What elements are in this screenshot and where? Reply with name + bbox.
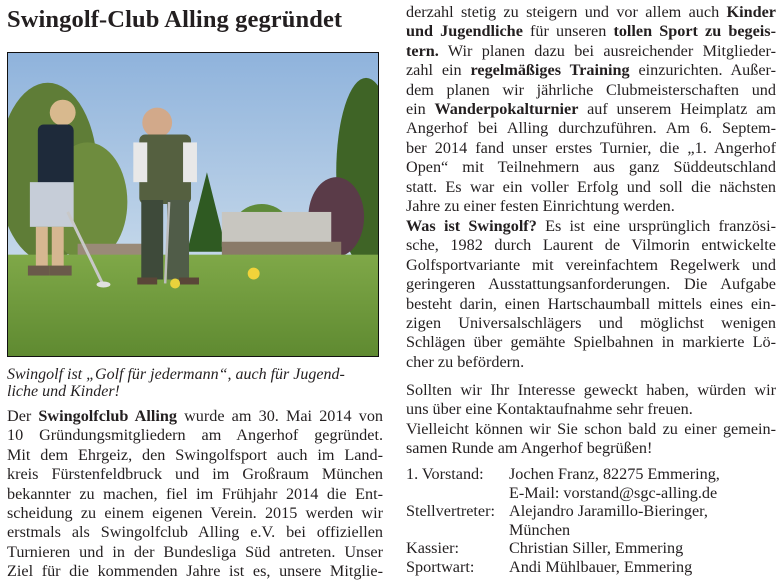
text-line (406, 119, 776, 138)
bold-text: Swingolfclub Alling (38, 407, 177, 425)
article-photo (7, 52, 379, 357)
text-line (406, 61, 776, 80)
text-line (406, 197, 776, 216)
continuation-paragraph (406, 3, 776, 216)
text-line (7, 562, 383, 581)
text-line (406, 439, 776, 458)
contact-row-vorstand (406, 465, 776, 502)
text-line (406, 139, 776, 158)
text-line (406, 275, 776, 294)
text-line (406, 100, 776, 119)
bold-text: Kinder (726, 3, 776, 21)
text-run: Wir planen dazu bei ausreichender Mitglieder- (438, 41, 776, 60)
text-run: uns über eine Kontaktaufnahme sehr freuen. (406, 400, 693, 419)
contact-value (509, 558, 776, 577)
text-run: cher zu befördern. (406, 352, 525, 371)
text-run: wurde am 30. Mai 2014 von (176, 407, 384, 425)
what-is-swingolf-paragraph (406, 217, 776, 372)
golf-ball-1 (170, 279, 180, 289)
text-line (406, 22, 776, 41)
bold-text: und Jugendliche (406, 22, 523, 41)
contact-line: München (509, 520, 571, 539)
contact-email[interactable]: E-Mail: vorstand@sgc-alling.de (509, 483, 718, 502)
text-run: 10 Gründungsmitgliedern am Angerhof gegründet. (7, 426, 383, 445)
closing-paragraph (406, 381, 776, 459)
text-line (7, 407, 383, 426)
text-run: Open“ mit Teilnehmern aus ganz Süddeutschland (406, 158, 776, 177)
text-run: dem planen wir jährliche Clubmeisterschaften und (406, 80, 776, 99)
text-line (406, 256, 776, 275)
text-line (7, 446, 383, 465)
text-line (406, 400, 776, 419)
text-line (7, 523, 383, 542)
text-line (406, 217, 776, 236)
text-run: Der (7, 407, 39, 425)
contact-line: Alejandro Jaramillo-Bieringer, (509, 502, 708, 521)
text-run: für unseren (522, 22, 614, 41)
contact-role: Kassier: (406, 539, 460, 558)
contact-value (509, 465, 776, 502)
intro-paragraph (7, 407, 383, 582)
caption-line: liche und Kinder! (7, 383, 120, 400)
text-line (406, 236, 776, 255)
text-line (406, 81, 776, 100)
text-line (406, 333, 776, 352)
caption-line: Swingolf ist „Golf für jedermann“, auch für Jugend- (7, 366, 345, 383)
text-line (7, 543, 383, 562)
text-run: bekannter zu machen, fiel im Frühjahr 2014 die Ent- (7, 484, 383, 503)
text-line (406, 158, 776, 177)
text-line (7, 504, 383, 523)
text-line (7, 485, 383, 504)
text-run: zigen Universalschlägers und möglichst wenigen (406, 314, 776, 333)
text-run: derzahl stetig zu steigern und vor allem auch (406, 3, 727, 21)
text-run: Angerhof bei Alling durchzuführen. Am 6. Septem- (406, 119, 776, 138)
text-run: samen Runde am Angerhof begrüßen! (406, 439, 653, 458)
text-run: einzurichten. Außer- (629, 61, 776, 80)
text-run: statt. Es war ein voller Erfolg und soll die nächsten (406, 177, 776, 196)
text-run: sche, 1982 durch Laurent de Vilmorin entwickelte (406, 236, 776, 255)
text-line (406, 42, 776, 61)
text-run: Ziel für die kommenden Jahre ist es, unsere Mitglie- (7, 562, 383, 581)
contact-row-sportwart (406, 558, 776, 577)
golf-ball-2 (248, 268, 260, 280)
text-run: Turnieren und in der Bundesliga Süd antreten. Unser (7, 542, 383, 561)
bold-text: tollen Sport zu begeis- (613, 22, 776, 41)
text-line (406, 314, 776, 333)
text-run: scheidung zu einem eigenen Verein. 2015 werden wir (7, 504, 383, 523)
text-run: Mit dem Ehrgeiz, den Swingolfsport auch im Land- (7, 445, 383, 464)
contact-row-stellvertreter (406, 502, 776, 539)
bold-text: Wanderpokalturnier (434, 100, 579, 119)
contact-role: 1. Vorstand: (406, 465, 484, 483)
text-run: geringeren Ausstattungsanforderungen. Die Aufgabe (406, 275, 776, 294)
text-run: Schlägen über gemähte Spielbahnen in markierte Lö- (406, 333, 776, 352)
contact-row-kassier (406, 539, 776, 558)
text-run: kreis Fürstenfeldbruck und im Großraum München (7, 465, 383, 484)
text-run: Es ist eine ursprünglich französi- (536, 217, 776, 235)
text-run: ber 2014 fand unser erstes Turnier, die „1. Angerhof (406, 138, 776, 157)
text-run: Jahre zu einer festen Einrichtung werden. (406, 197, 675, 216)
contact-line: Jochen Franz, 82275 Emmering, (509, 465, 720, 483)
text-run: Golfsportvariante mit vereinfachtem Regelwerk und (406, 255, 776, 274)
text-line (406, 3, 776, 22)
text-run: besteht darin, einen Hartschaumball mittels eines ein- (406, 294, 776, 313)
text-line (406, 420, 776, 439)
contact-value (509, 502, 776, 539)
text-line (406, 178, 776, 197)
golf-photo-illustration (8, 53, 378, 356)
contact-role: Stellvertreter: (406, 502, 495, 521)
text-run: erstmals als Swingolfclub Alling e.V. bei offiziellen (7, 523, 383, 542)
text-line (7, 465, 383, 484)
bold-text: tern. (406, 41, 439, 60)
text-line (7, 426, 383, 445)
text-run: zahl ein (406, 61, 471, 80)
text-run: Sollten wir Ihr Interesse geweckt haben, würden wir (406, 381, 776, 399)
text-line (406, 353, 776, 372)
contact-value (509, 539, 776, 558)
text-run: ein (406, 100, 435, 119)
article-title: Swingolf-Club Alling gegründet (7, 6, 343, 33)
contact-list (406, 465, 776, 577)
house (222, 212, 331, 247)
text-run: auf unserem Heimplatz am (578, 100, 776, 119)
contact-line: Christian Siller, Emmering (509, 539, 684, 558)
photo-caption (7, 366, 383, 400)
text-line (406, 295, 776, 314)
text-line (406, 381, 776, 400)
text-run: Vielleicht können wir Sie schon bald zu einer gemein- (406, 419, 776, 438)
contact-line: Andi Mühlbauer, Emmering (509, 557, 693, 576)
contact-role: Sportwart: (406, 557, 475, 576)
bold-text: regelmäßiges Training (470, 61, 630, 80)
bold-text: Was ist Swingolf? (406, 217, 537, 235)
